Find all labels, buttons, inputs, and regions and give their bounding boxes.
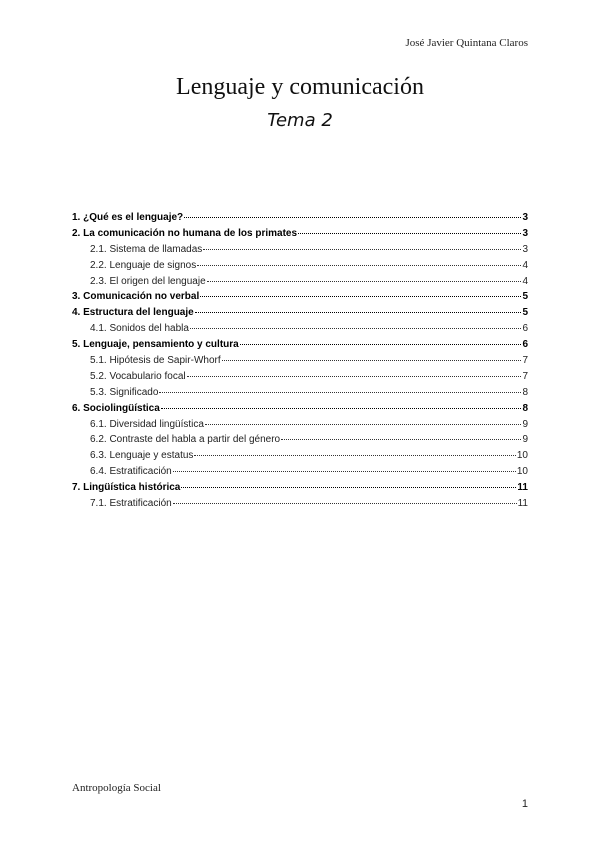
toc-entry-page: 11	[517, 498, 528, 510]
toc-leader-dots	[184, 217, 521, 218]
toc-leader-dots	[159, 392, 521, 393]
toc-entry-label: 5.1. Hipótesis de Sapir-Whorf	[90, 355, 221, 367]
toc-entry-page: 5	[522, 307, 528, 319]
toc-leader-dots	[222, 360, 522, 361]
toc-leader-dots	[207, 281, 522, 282]
toc-entry[interactable]	[72, 226, 528, 242]
toc-entry[interactable]	[72, 353, 528, 369]
toc-entry-page: 11	[517, 482, 528, 494]
toc-leader-dots	[281, 439, 521, 440]
toc-entry[interactable]	[72, 258, 528, 274]
footer-page-number: 1	[521, 798, 528, 810]
toc-leader-dots	[200, 296, 521, 297]
toc-entry-page: 10	[516, 450, 528, 462]
toc-entry[interactable]	[72, 289, 528, 305]
toc-entry[interactable]	[72, 432, 528, 448]
table-of-contents	[72, 210, 528, 512]
toc-entry-label: 4.1. Sonidos del habla	[90, 323, 189, 335]
toc-leader-dots	[194, 455, 515, 456]
toc-entry-label: 4. Estructura del lenguaje	[72, 307, 194, 319]
header-author: José Javier Quintana Claros	[405, 37, 528, 49]
toc-entry-page: 3	[522, 243, 528, 255]
toc-entry-page: 6	[522, 339, 528, 351]
toc-leader-dots	[173, 471, 516, 472]
toc-entry-label: 6.2. Contraste del habla a partir del género	[90, 434, 281, 446]
toc-entry-label: 2.2. Lenguaje de signos	[90, 259, 197, 271]
toc-entry-label: 6.3. Lenguaje y estatus	[90, 450, 194, 462]
toc-entry-page: 10	[516, 466, 528, 478]
toc-leader-dots	[173, 503, 517, 504]
toc-entry[interactable]	[72, 417, 528, 433]
page-subtitle: Tema 2	[267, 110, 333, 131]
toc-leader-dots	[203, 249, 521, 250]
toc-entry-page: 7	[522, 355, 528, 367]
toc-entry-label: 6.1. Diversidad lingüística	[90, 418, 204, 430]
toc-entry[interactable]	[72, 274, 528, 290]
toc-entry-label: 2.3. El origen del lenguaje	[90, 275, 206, 287]
toc-entry-page: 4	[522, 275, 528, 287]
toc-entry[interactable]	[72, 337, 528, 353]
toc-leader-dots	[161, 408, 522, 409]
toc-entry[interactable]	[72, 480, 528, 496]
toc-entry-page: 8	[522, 402, 528, 414]
toc-entry-page: 7	[522, 370, 528, 382]
toc-entry-page: 6	[522, 323, 528, 335]
toc-entry-label: 7.1. Estratificación	[90, 498, 172, 510]
toc-entry-label: 6. Sociolingüística	[72, 402, 160, 414]
toc-entry-page: 4	[522, 259, 528, 271]
toc-entry[interactable]	[72, 369, 528, 385]
toc-leader-dots	[205, 424, 521, 425]
toc-entry[interactable]	[72, 401, 528, 417]
toc-entry-page: 3	[522, 212, 528, 223]
toc-entry-label: 1. ¿Qué es el lenguaje?	[72, 212, 184, 223]
toc-entry[interactable]	[72, 496, 528, 512]
toc-leader-dots	[197, 265, 521, 266]
toc-entry-page: 5	[522, 291, 528, 303]
toc-entry-page: 3	[522, 227, 528, 239]
toc-entry[interactable]	[72, 321, 528, 337]
toc-entry-page: 9	[522, 418, 528, 430]
toc-entry[interactable]	[72, 448, 528, 464]
toc-entry-label: 3. Comunicación no verbal	[72, 291, 200, 303]
toc-entry-page: 9	[522, 434, 528, 446]
toc-entry-label: 2. La comunicación no humana de los primates	[72, 227, 298, 239]
toc-entry-label: 6.4. Estratificación	[90, 466, 172, 478]
toc-entry[interactable]	[72, 464, 528, 480]
toc-leader-dots	[181, 487, 516, 488]
toc-leader-dots	[195, 312, 522, 313]
toc-leader-dots	[298, 233, 521, 234]
toc-entry-label: 7. Lingüística histórica	[72, 482, 181, 494]
footer-subject: Antropología Social	[72, 782, 161, 794]
toc-entry[interactable]	[72, 210, 528, 226]
toc-entry[interactable]	[72, 385, 528, 401]
toc-entry-label: 5. Lenguaje, pensamiento y cultura	[72, 339, 239, 351]
toc-entry-label: 5.2. Vocabulario focal	[90, 370, 186, 382]
toc-leader-dots	[187, 376, 522, 377]
toc-leader-dots	[190, 328, 521, 329]
toc-leader-dots	[240, 344, 522, 345]
toc-entry[interactable]	[72, 305, 528, 321]
toc-entry[interactable]	[72, 242, 528, 258]
page-title: Lenguaje y comunicación	[176, 74, 424, 100]
toc-entry-page: 8	[522, 386, 528, 398]
toc-entry-label: 2.1. Sistema de llamadas	[90, 243, 203, 255]
toc-entry-label: 5.3. Significado	[90, 386, 159, 398]
